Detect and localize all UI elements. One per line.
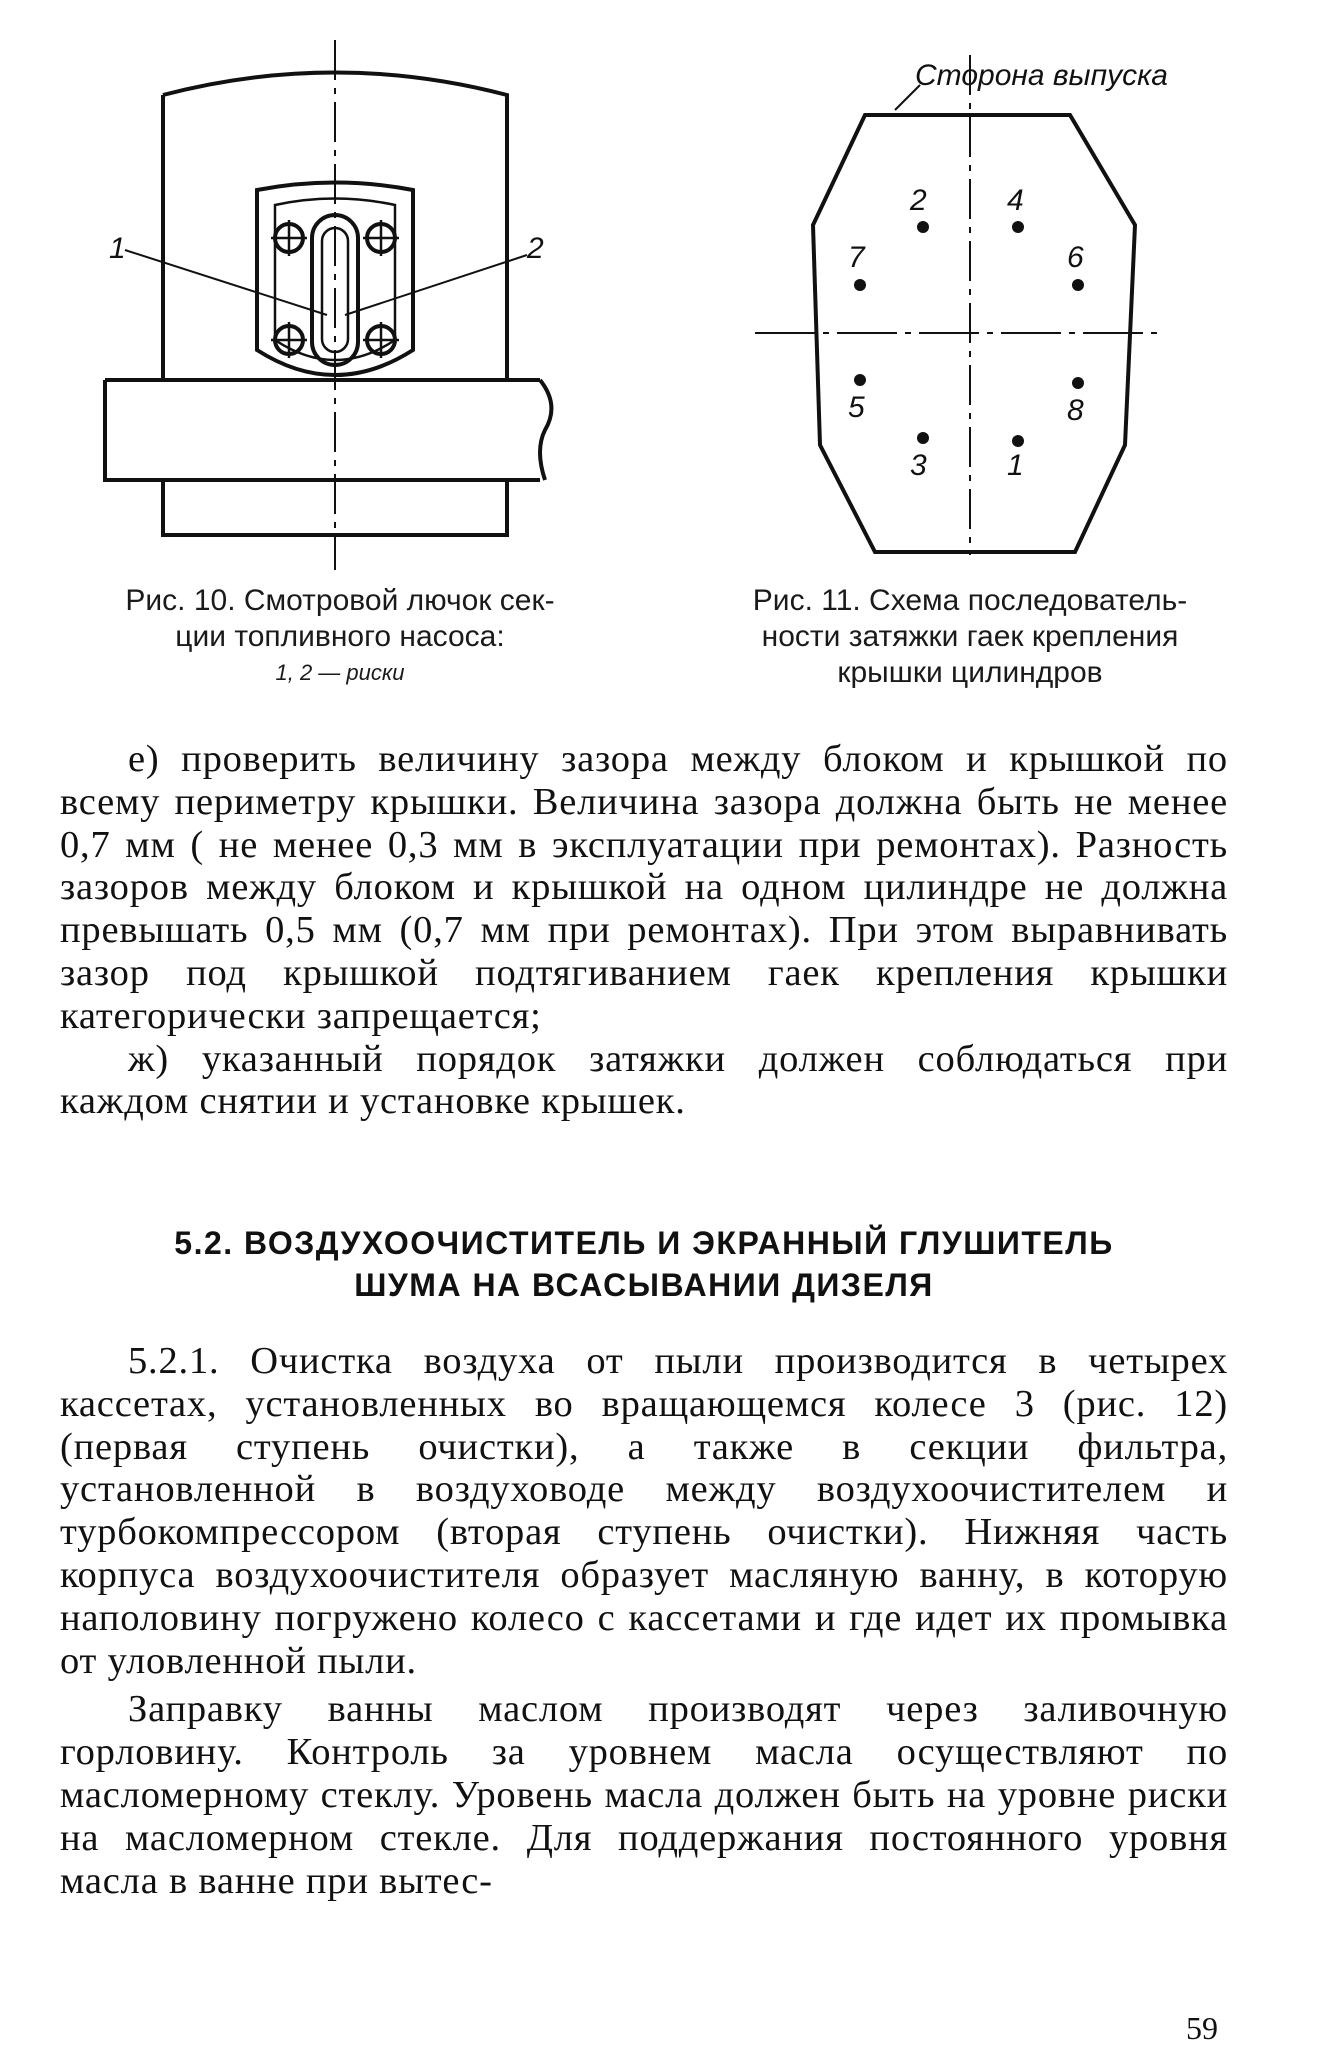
figure-10-caption-line1: Рис. 10. Смотровой лючок сек- [125,584,555,617]
figure-10-caption [60,583,620,691]
page-number: 59 [1186,2010,1218,2046]
exhaust-side-label: Сторона выпуска [915,59,1168,92]
bolt-number-2: 2 [910,184,927,217]
bolt-number-8: 8 [1067,394,1084,427]
cylinder-head-tightening-diagram [745,55,1175,555]
callout-1: 1 [109,232,126,265]
body-text-top [60,738,1228,1123]
figure-11-caption-line3: крышки цилиндров [837,656,1103,689]
section-heading [60,1222,1228,1306]
figure-11-caption-line2: ности затяжки гаек крепления [761,620,1179,653]
figure-10-caption-line2: ции топливного насоса: [175,620,505,653]
paragraph-5-2-1: 5.2.1. Очистка воздуха от пыли производится в четырех кассетах, установленных во вращающемся колесе 3 (рис. 12) (первая ступень очистки), а также в секции фильтра, установленной в воздуховоде между воздухоочистителем и турбокомпрессором (вторая ступень очистки). Нижняя часть корпуса воздухоочистителя образует масляную ванну, в которую наполовину погружено колесо с кассетами и где идет их промывка от уловленной пыли. [60,1340,1228,1682]
bolt-number-6: 6 [1067,241,1084,274]
paragraph-e: е) проверить величину зазора между блоком и крышкой по всему периметру крышки. Величина зазора должна быть не менее 0,7 мм ( не менее 0,3 мм в эксплуатации при ремонтах). Разность зазоров между блоком и крышкой на одном цилиндре не должна превышать 0,5 мм (0,7 мм при ремонтах). При этом выравнивать зазор под крышкой подтягиванием гаек крепления крышки категорически запрещается; [60,738,1228,1037]
fuel-pump-hatch-diagram [95,40,595,570]
bolt-number-3: 3 [910,449,927,482]
section-heading-line1: 5.2. ВОЗДУХООЧИСТИТЕЛЬ И ЭКРАННЫЙ ГЛУШИТЕЛЬ [174,1225,1114,1261]
figure-11-drawing [745,55,1175,555]
bolt-number-5: 5 [848,391,865,424]
bolt-number-1: 1 [1007,449,1024,482]
section-heading-line2: ШУМА НА ВСАСЫВАНИИ ДИЗЕЛЯ [354,1267,934,1303]
body-text-bottom [60,1340,1228,1902]
bolt-number-4: 4 [1007,184,1024,217]
bolt-number-7: 7 [848,241,865,274]
figure-10-legend: 1, 2 — риски [275,660,405,685]
figure-11-caption-line1: Рис. 11. Схема последователь- [752,584,1188,617]
figure-11-caption [690,583,1250,691]
callout-2: 2 [527,232,544,265]
figure-10-drawing [95,40,595,570]
paragraph-zh: ж) указанный порядок затяжки должен соблюдаться при каждом снятии и установке крышек. [60,1037,1228,1123]
paragraph-oil-fill: Заправку ванны маслом производят через заливочную горловину. Контроль за уровнем масла осуществляют по масломерному стеклу. Уровень масла должен быть на уровне риски на масломерном стекле. Для поддержания постоянного уровня масла в ванне при вытес- [60,1688,1228,1902]
